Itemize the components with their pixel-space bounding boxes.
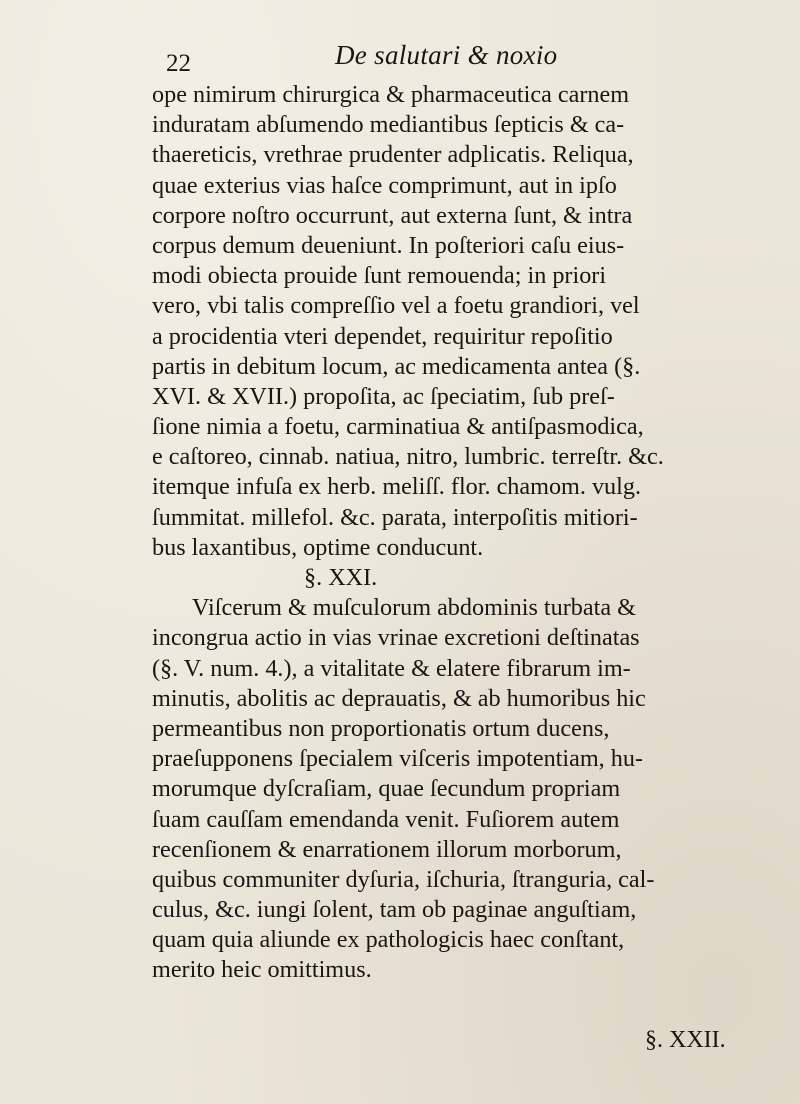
text-line: a procidentia vteri dependet, requiritur repoſitio <box>152 322 613 350</box>
body-text <box>152 80 772 986</box>
text-line: bus laxantibus, optime conducunt. <box>152 533 484 561</box>
page-header <box>140 28 700 77</box>
text-line: permeantibus non proportionatis ortum ducens, <box>152 714 610 742</box>
text-line: quam quia aliunde ex pathologicis haec conſtant, <box>152 926 625 954</box>
text-line: corpore noſtro occurrunt, aut externa ſunt, & intra <box>152 201 633 229</box>
text-line: minutis, abolitis ac deprauatis, & ab humoribus hic <box>152 684 646 712</box>
page-number: 22 <box>166 50 191 77</box>
text-line: XVI. & XVII.) propoſita, ac ſpeciatim, ſub preſ- <box>152 382 615 410</box>
text-line: corpus demum deueniunt. In poſteriori caſu eius- <box>152 231 625 259</box>
text-line: morumque dyſcraſiam, quae ſecundum propriam <box>152 775 621 803</box>
text-line: quae exterius vias haſce comprimunt, aut in ipſo <box>152 171 617 199</box>
text-line: merito heic omittimus. <box>152 956 372 984</box>
catchword: §. XXII. <box>645 1027 726 1053</box>
text-line: Viſcerum & muſculorum abdominis turbata & <box>192 594 636 622</box>
text-line: itemque infuſa ex herb. meliſſ. flor. chamom. vulg. <box>152 473 642 501</box>
section-heading: §. XXI. <box>304 564 378 591</box>
text-line: induratam abſumendo mediantibus ſepticis & ca- <box>152 111 625 139</box>
text-line: ſuam cauſſam emendanda venit. Fuſiorem autem <box>152 805 620 833</box>
running-title: De salutari & noxio <box>335 40 558 70</box>
text-line: ope nimirum chirurgica & pharmaceutica carnem <box>152 81 630 108</box>
text-line: (§. V. num. 4.), a vitalitate & elatere fibrarum im- <box>152 654 631 682</box>
text-line: vero, vbi talis compreſſio vel a foetu grandiori, vel <box>152 292 640 320</box>
text-line: incongrua actio in vias vrinae excretioni deſtinatas <box>152 624 640 652</box>
text-line: modi obiecta prouide ſunt remouenda; in priori <box>152 262 607 290</box>
text-line: praeſupponens ſpecialem viſceris impotentiam, hu- <box>152 745 643 773</box>
text-line: e caſtoreo, cinnab. natiua, nitro, lumbric. terreſtr. &c. <box>152 443 664 471</box>
text-line: culus, &c. iungi ſolent, tam ob paginae anguſtiam, <box>152 896 637 924</box>
text-line: quibus communiter dyſuria, iſchuria, ſtranguria, cal- <box>152 865 655 893</box>
text-line: partis in debitum locum, ac medicamenta antea (§. <box>152 352 641 380</box>
text-line: ſione nimia a foetu, carminatiua & antiſpasmodica, <box>152 413 644 441</box>
text-line: thaereticis, vrethrae prudenter adplicatis. Reliqua, <box>152 141 634 169</box>
text-line: ſummitat. millefol. &c. parata, interpoſitis mitiori- <box>152 503 638 531</box>
text-line: recenſionem & enarrationem illorum morborum, <box>152 835 622 863</box>
